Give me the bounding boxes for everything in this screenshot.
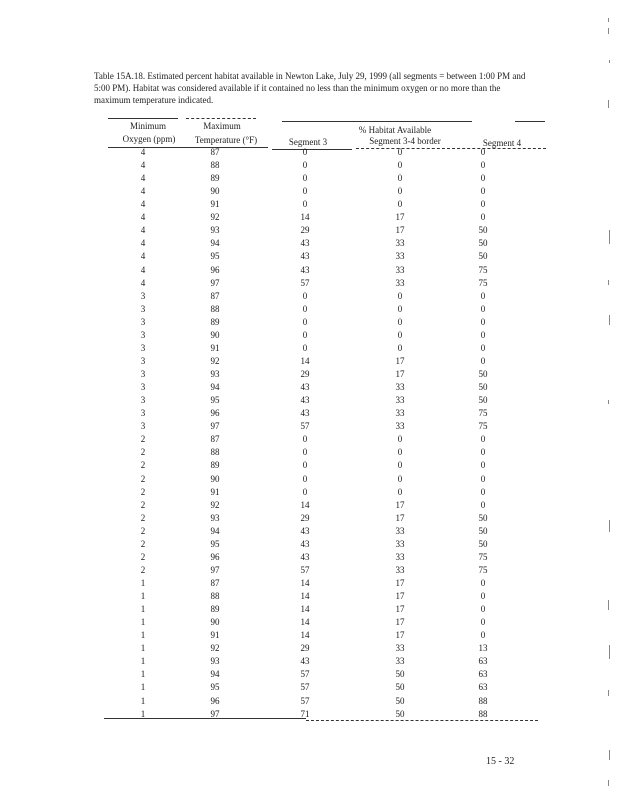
segment3-cell: 71: [300, 708, 310, 719]
segment3-cell: 0: [302, 316, 308, 327]
min-oxygen-cell: 3: [140, 329, 146, 340]
border-cell: 0: [397, 460, 403, 471]
max-temp-cell: 97: [210, 708, 220, 719]
min-oxygen-cell: 2: [140, 473, 146, 484]
segment3-cell: 29: [300, 643, 310, 654]
border-cell: 0: [397, 147, 403, 157]
border-cell: 33: [395, 264, 405, 275]
max-temp-cell: 91: [210, 342, 220, 353]
max-temp-cell: 96: [210, 551, 220, 562]
segment4-cell: 0: [480, 186, 486, 197]
segment4-cell: 50: [478, 382, 488, 393]
max-temp-cell: 87: [210, 577, 220, 588]
min-oxygen-cell: 3: [140, 303, 146, 314]
max-temp-cell: 91: [210, 486, 220, 497]
table-row: [0, 250, 618, 263]
border-cell: 0: [397, 342, 403, 353]
max-temp-cell: 95: [210, 682, 220, 693]
border-cell: 50: [395, 669, 405, 680]
border-cell: 33: [395, 251, 405, 262]
table-row: [0, 564, 618, 577]
table-row: [0, 655, 618, 668]
segment3-cell: 43: [300, 656, 310, 667]
segment4-cell: 0: [480, 160, 486, 171]
table-row: [0, 603, 618, 616]
border-cell: 17: [395, 577, 405, 588]
table-row: [0, 290, 618, 303]
border-cell: 0: [397, 447, 403, 458]
table-row: [0, 407, 618, 420]
segment4-cell: 50: [478, 525, 488, 536]
table-bottom-rule: [104, 718, 306, 719]
table-row: [0, 355, 618, 368]
border-cell: 17: [395, 604, 405, 615]
segment3-cell: 14: [300, 591, 310, 602]
min-oxygen-cell: 2: [140, 564, 146, 575]
min-oxygen-cell: 3: [140, 342, 146, 353]
segment3-cell: 29: [300, 225, 310, 236]
max-temp-cell: 96: [210, 695, 220, 706]
max-temp-cell: 88: [210, 447, 220, 458]
border-cell: 0: [397, 316, 403, 327]
max-temp-cell: 95: [210, 538, 220, 549]
table-caption: Table 15A.18. Estimated percent habitat available in Newton Lake, July 29, 1999 (all segments = between 1:00 PM and 5:00 PM). Habitat was considered available if it contained no less than the minimum oxygen or no more than the maximum temperature indicated.: [94, 71, 526, 105]
segment4-cell: 0: [480, 486, 486, 497]
border-cell: 33: [395, 277, 405, 288]
segment3-cell: 0: [302, 486, 308, 497]
table-row: [0, 486, 618, 499]
min-oxygen-cell: 4: [140, 199, 146, 210]
min-oxygen-cell: 3: [140, 290, 146, 301]
table-row: [0, 172, 618, 185]
segment3-cell: 57: [300, 277, 310, 288]
header-max-temp-line2: Temperature (°F): [194, 135, 258, 145]
max-temp-cell: 90: [210, 329, 220, 340]
min-oxygen-cell: 4: [140, 212, 146, 223]
table-row: [0, 681, 618, 694]
segment4-cell: 0: [480, 434, 486, 445]
min-oxygen-cell: 2: [140, 551, 146, 562]
max-temp-cell: 94: [210, 238, 220, 249]
segment4-cell: 63: [478, 669, 488, 680]
border-cell: 17: [395, 512, 405, 523]
table-row: [0, 525, 618, 538]
table-row: [0, 642, 618, 655]
header-min-oxygen-line1: Minimum: [129, 121, 166, 131]
table-row: [0, 237, 618, 250]
border-cell: 50: [395, 682, 405, 693]
segment4-cell: 0: [480, 499, 486, 510]
min-oxygen-cell: 1: [140, 591, 146, 602]
segment4-cell: 0: [480, 473, 486, 484]
table-row: [0, 277, 618, 290]
max-temp-cell: 87: [210, 290, 220, 301]
border-cell: 0: [397, 199, 403, 210]
min-oxygen-cell: 4: [140, 277, 146, 288]
border-cell: 17: [395, 617, 405, 628]
segment4-cell: 0: [480, 329, 486, 340]
max-temp-cell: 90: [210, 473, 220, 484]
segment4-cell: 63: [478, 682, 488, 693]
max-temp-cell: 92: [210, 355, 220, 366]
page-number: 15 - 32: [486, 756, 515, 767]
max-temp-cell: 97: [210, 564, 220, 575]
border-cell: 17: [395, 630, 405, 641]
max-temp-cell: 89: [210, 173, 220, 184]
min-oxygen-cell: 4: [140, 251, 146, 262]
header-segment4: Segment 4: [482, 138, 522, 148]
max-temp-cell: 94: [210, 382, 220, 393]
header-max-temp-line1: Maximum: [203, 121, 241, 131]
max-temp-cell: 92: [210, 212, 220, 223]
segment3-cell: 43: [300, 551, 310, 562]
segment4-cell: 75: [478, 564, 488, 575]
max-temp-cell: 97: [210, 421, 220, 432]
segment4-cell: 0: [480, 342, 486, 353]
segment3-cell: 14: [300, 604, 310, 615]
border-cell: 0: [397, 329, 403, 340]
border-cell: 33: [395, 564, 405, 575]
border-cell: 17: [395, 369, 405, 380]
segment4-cell: 88: [478, 708, 488, 719]
segment3-cell: 29: [300, 512, 310, 523]
max-temp-cell: 88: [210, 591, 220, 602]
border-cell: 33: [395, 525, 405, 536]
border-cell: 0: [397, 290, 403, 301]
border-cell: 17: [395, 225, 405, 236]
segment3-cell: 0: [302, 473, 308, 484]
segment3-cell: 57: [300, 421, 310, 432]
max-temp-cell: 93: [210, 369, 220, 380]
segment4-cell: 0: [480, 591, 486, 602]
segment4-cell: 50: [478, 238, 488, 249]
min-oxygen-cell: 2: [140, 434, 146, 445]
border-cell: 33: [395, 395, 405, 406]
table-row: [0, 394, 618, 407]
segment3-cell: 57: [300, 669, 310, 680]
min-oxygen-cell: 4: [140, 225, 146, 236]
segment3-cell: 0: [302, 147, 308, 157]
min-oxygen-cell: 1: [140, 695, 146, 706]
segment3-cell: 43: [300, 525, 310, 536]
max-temp-cell: 96: [210, 408, 220, 419]
segment4-cell: 50: [478, 538, 488, 549]
border-cell: 50: [395, 695, 405, 706]
segment4-cell: 75: [478, 408, 488, 419]
segment4-cell: 75: [478, 264, 488, 275]
min-oxygen-cell: 3: [140, 408, 146, 419]
table-row: [0, 185, 618, 198]
table-row: [0, 342, 618, 355]
segment3-cell: 29: [300, 369, 310, 380]
segment3-cell: 14: [300, 212, 310, 223]
max-temp-cell: 95: [210, 251, 220, 262]
table-row: [0, 668, 618, 681]
table-row: [0, 695, 618, 708]
min-oxygen-cell: 3: [140, 421, 146, 432]
min-oxygen-cell: 4: [140, 238, 146, 249]
max-temp-cell: 89: [210, 316, 220, 327]
segment4-cell: 0: [480, 147, 486, 157]
segment3-cell: 43: [300, 395, 310, 406]
table-row: [0, 708, 618, 721]
segment4-cell: 0: [480, 290, 486, 301]
border-cell: 0: [397, 186, 403, 197]
min-oxygen-cell: 1: [140, 669, 146, 680]
max-temp-cell: 89: [210, 604, 220, 615]
border-cell: 33: [395, 238, 405, 249]
header-segment-border: Segment 3-4 border: [369, 136, 441, 146]
segment4-cell: 0: [480, 460, 486, 471]
max-temp-cell: 87: [210, 147, 220, 157]
table-row: [0, 577, 618, 590]
segment4-cell: 75: [478, 551, 488, 562]
max-temp-cell: 94: [210, 669, 220, 680]
segment3-cell: 43: [300, 251, 310, 262]
table-row: [0, 459, 618, 472]
min-oxygen-cell: 2: [140, 538, 146, 549]
table-row: [0, 420, 618, 433]
segment3-cell: 43: [300, 538, 310, 549]
max-temp-cell: 93: [210, 225, 220, 236]
segment4-cell: 75: [478, 421, 488, 432]
max-temp-cell: 97: [210, 277, 220, 288]
segment3-cell: 43: [300, 408, 310, 419]
max-temp-cell: 91: [210, 199, 220, 210]
max-temp-cell: 94: [210, 525, 220, 536]
min-oxygen-cell: 2: [140, 460, 146, 471]
max-temp-cell: 96: [210, 264, 220, 275]
min-oxygen-cell: 3: [140, 395, 146, 406]
segment3-cell: 0: [302, 434, 308, 445]
segment4-cell: 0: [480, 212, 486, 223]
max-temp-cell: 93: [210, 656, 220, 667]
min-oxygen-cell: 3: [140, 382, 146, 393]
segment3-cell: 0: [302, 290, 308, 301]
table-row: [0, 499, 618, 512]
table-row: [0, 316, 618, 329]
table-bottom-rule-right: [306, 720, 538, 721]
segment3-cell: 0: [302, 199, 308, 210]
table-row: [0, 381, 618, 394]
segment3-cell: 14: [300, 355, 310, 366]
border-cell: 17: [395, 591, 405, 602]
border-cell: 33: [395, 643, 405, 654]
max-temp-cell: 95: [210, 395, 220, 406]
border-cell: 33: [395, 538, 405, 549]
table-row: [0, 551, 618, 564]
table-row: [0, 303, 618, 316]
table-row: [0, 146, 618, 159]
segment4-cell: 75: [478, 277, 488, 288]
min-oxygen-cell: 1: [140, 682, 146, 693]
scan-edge-marks: [588, 0, 618, 800]
border-cell: 0: [397, 303, 403, 314]
min-oxygen-cell: 3: [140, 369, 146, 380]
table-row: [0, 329, 618, 342]
min-oxygen-cell: 3: [140, 355, 146, 366]
segment3-cell: 43: [300, 264, 310, 275]
segment3-cell: 0: [302, 160, 308, 171]
table-row: [0, 224, 618, 237]
max-temp-cell: 92: [210, 499, 220, 510]
segment4-cell: 50: [478, 225, 488, 236]
table-row: [0, 446, 618, 459]
max-temp-cell: 87: [210, 434, 220, 445]
header-min-oxygen-line2: Oxygen (ppm): [122, 134, 176, 144]
border-cell: 33: [395, 551, 405, 562]
segment3-cell: 0: [302, 303, 308, 314]
segment4-cell: 13: [478, 643, 488, 654]
table-row: [0, 538, 618, 551]
border-cell: 17: [395, 212, 405, 223]
segment3-cell: 0: [302, 460, 308, 471]
border-cell: 33: [395, 408, 405, 419]
max-temp-cell: 92: [210, 643, 220, 654]
table-row: [0, 590, 618, 603]
segment3-cell: 57: [300, 564, 310, 575]
border-cell: 33: [395, 382, 405, 393]
min-oxygen-cell: 1: [140, 643, 146, 654]
segment3-cell: 0: [302, 329, 308, 340]
segment4-cell: 63: [478, 656, 488, 667]
min-oxygen-cell: 4: [140, 173, 146, 184]
segment3-cell: 0: [302, 173, 308, 184]
table-row: [0, 264, 618, 277]
table-row: [0, 368, 618, 381]
max-temp-cell: 88: [210, 160, 220, 171]
segment4-cell: 0: [480, 355, 486, 366]
segment3-cell: 14: [300, 499, 310, 510]
table-row: [0, 473, 618, 486]
segment4-cell: 0: [480, 630, 486, 641]
table-row: [0, 211, 618, 224]
segment4-cell: 0: [480, 447, 486, 458]
segment4-cell: 0: [480, 316, 486, 327]
max-temp-cell: 90: [210, 617, 220, 628]
table-row: [0, 198, 618, 211]
min-oxygen-cell: 4: [140, 186, 146, 197]
segment3-cell: 43: [300, 382, 310, 393]
border-cell: 50: [395, 708, 405, 719]
min-oxygen-cell: 4: [140, 160, 146, 171]
border-cell: 0: [397, 486, 403, 497]
min-oxygen-cell: 2: [140, 499, 146, 510]
border-cell: 0: [397, 160, 403, 171]
border-cell: 33: [395, 421, 405, 432]
min-oxygen-cell: 2: [140, 525, 146, 536]
min-oxygen-cell: 1: [140, 577, 146, 588]
segment3-cell: 57: [300, 682, 310, 693]
min-oxygen-cell: 1: [140, 604, 146, 615]
border-cell: 17: [395, 355, 405, 366]
border-cell: 0: [397, 173, 403, 184]
segment4-cell: 88: [478, 695, 488, 706]
max-temp-cell: 91: [210, 630, 220, 641]
table-row: [0, 433, 618, 446]
header-group-label: % Habitat Available: [358, 125, 432, 135]
min-oxygen-cell: 1: [140, 617, 146, 628]
table-row: [0, 512, 618, 525]
border-cell: 0: [397, 473, 403, 484]
segment3-cell: 43: [300, 238, 310, 249]
segment4-cell: 50: [478, 251, 488, 262]
segment3-cell: 14: [300, 617, 310, 628]
header-segment3: Segment 3: [288, 137, 328, 147]
segment3-cell: 14: [300, 577, 310, 588]
border-cell: 0: [397, 434, 403, 445]
segment4-cell: 50: [478, 395, 488, 406]
table-row: [0, 629, 618, 642]
segment4-cell: 50: [478, 512, 488, 523]
segment3-cell: 0: [302, 342, 308, 353]
border-cell: 17: [395, 499, 405, 510]
min-oxygen-cell: 2: [140, 447, 146, 458]
segment4-cell: 0: [480, 199, 486, 210]
min-oxygen-cell: 4: [140, 147, 146, 157]
segment3-cell: 0: [302, 186, 308, 197]
min-oxygen-cell: 1: [140, 656, 146, 667]
min-oxygen-cell: 2: [140, 486, 146, 497]
segment4-cell: 0: [480, 604, 486, 615]
table-row: [0, 159, 618, 172]
segment3-cell: 57: [300, 695, 310, 706]
max-temp-cell: 93: [210, 512, 220, 523]
table-row: [0, 616, 618, 629]
segment4-cell: 0: [480, 303, 486, 314]
segment4-cell: 0: [480, 577, 486, 588]
min-oxygen-cell: 3: [140, 316, 146, 327]
max-temp-cell: 90: [210, 186, 220, 197]
max-temp-cell: 89: [210, 460, 220, 471]
segment4-cell: 50: [478, 369, 488, 380]
min-oxygen-cell: 2: [140, 512, 146, 523]
min-oxygen-cell: 1: [140, 630, 146, 641]
segment4-cell: 0: [480, 173, 486, 184]
segment3-cell: 14: [300, 630, 310, 641]
segment4-cell: 0: [480, 617, 486, 628]
min-oxygen-cell: 1: [140, 708, 146, 719]
segment3-cell: 0: [302, 447, 308, 458]
min-oxygen-cell: 4: [140, 264, 146, 275]
border-cell: 33: [395, 656, 405, 667]
max-temp-cell: 88: [210, 303, 220, 314]
